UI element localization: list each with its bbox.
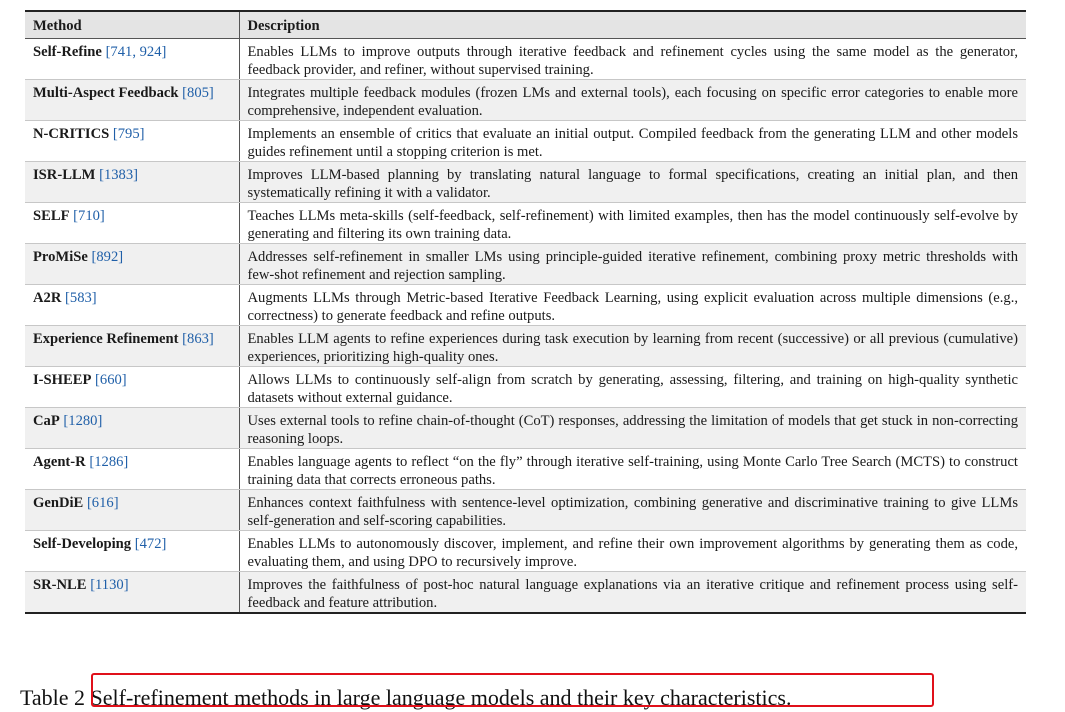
description-cell: Enables LLMs to improve outputs through iterative feedback and refinement cycles using the same model as the generator, feedback provider, and refiner, without supervised training. — [239, 39, 1026, 80]
description-cell: Addresses self-refinement in smaller LMs using principle-guided iterative refinement, combining proxy metric thresholds with few-shot refinement and rejection sampling. — [239, 244, 1026, 285]
method-name: Self-Refine — [33, 44, 102, 60]
method-name: N-CRITICS — [33, 126, 110, 142]
citation-link[interactable]: [805] — [182, 85, 214, 101]
header-description: Description — [239, 11, 1026, 39]
method-name: Experience Refinement — [33, 331, 179, 347]
table-row — [25, 408, 1026, 449]
citation-link[interactable]: [1280] — [63, 413, 103, 429]
description-cell: Enables language agents to reflect “on the fly” through iterative self-training, using Monte Carlo Tree Search (MCTS) to construct training data that corrects erroneous paths. — [239, 449, 1026, 490]
table-row — [25, 80, 1026, 121]
citation-link[interactable]: [1286] — [89, 454, 129, 470]
table-row — [25, 326, 1026, 367]
table-row — [25, 367, 1026, 408]
method-cell — [25, 367, 239, 408]
description-cell: Allows LLMs to continuously self-align from scratch by generating, assessing, filtering, and training on high-quality synthetic datasets without external guidance. — [239, 367, 1026, 408]
method-cell — [25, 531, 239, 572]
table-row — [25, 449, 1026, 490]
method-cell — [25, 162, 239, 203]
table-row — [25, 162, 1026, 203]
caption-text: Self-refinement methods in large language models and their key characteristics. — [90, 685, 792, 710]
citation-link[interactable]: [616] — [86, 495, 119, 511]
method-name: GenDiE — [33, 495, 84, 511]
method-cell — [25, 244, 239, 285]
citation-link[interactable]: [863] — [182, 331, 214, 347]
method-name: SR-NLE — [33, 577, 87, 593]
methods-table — [25, 10, 1026, 614]
citation-link[interactable]: [892] — [91, 249, 124, 265]
citation-link[interactable]: [741, 924] — [105, 44, 167, 60]
table-row — [25, 203, 1026, 244]
method-cell — [25, 490, 239, 531]
table-row — [25, 244, 1026, 285]
method-cell — [25, 572, 239, 614]
method-name: Self-Developing — [33, 536, 132, 552]
method-name: I-SHEEP — [33, 372, 92, 388]
method-cell — [25, 121, 239, 162]
method-name: ProMiSe — [33, 249, 88, 265]
caption-label: Table 2 — [20, 685, 86, 710]
description-cell: Uses external tools to refine chain-of-thought (CoT) responses, addressing the limitation of models that get stuck in non-correcting reasoning loops. — [239, 408, 1026, 449]
citation-link[interactable]: [660] — [95, 372, 127, 388]
description-cell: Augments LLMs through Metric-based Iterative Feedback Learning, using explicit evaluation across multiple dimensions (e.g., correctness) to generate feedback and refine outputs. — [239, 285, 1026, 326]
table-row — [25, 39, 1026, 80]
description-cell: Enhances context faithfulness with sentence-level optimization, combining generative and discriminative training to give LLMs self-generation and self-scoring capabilities. — [239, 490, 1026, 531]
table-row — [25, 121, 1026, 162]
method-name: A2R — [33, 290, 62, 306]
citation-link[interactable]: [710] — [73, 208, 105, 224]
method-cell — [25, 408, 239, 449]
method-cell — [25, 326, 239, 367]
citation-link[interactable]: [583] — [65, 290, 97, 306]
table-row — [25, 285, 1026, 326]
method-cell — [25, 203, 239, 244]
method-name: Multi-Aspect Feedback — [33, 85, 179, 101]
methods-table-container — [25, 10, 1026, 614]
caption-highlight-box — [91, 673, 934, 707]
citation-link[interactable]: [472] — [134, 536, 167, 552]
citation-link[interactable]: [1383] — [99, 167, 139, 183]
header-method: Method — [25, 11, 239, 39]
method-name: CaP — [33, 413, 60, 429]
table-row — [25, 531, 1026, 572]
description-cell: Improves LLM-based planning by translating natural language to formal specifications, creating an initial plan, and then systematically refining it with a validator. — [239, 162, 1026, 203]
method-cell — [25, 285, 239, 326]
description-cell: Enables LLMs to autonomously discover, implement, and refine their own improvement algorithms by generating them as code, evaluating them, and using DPO to recursively improve. — [239, 531, 1026, 572]
description-cell: Integrates multiple feedback modules (frozen LMs and external tools), each focusing on specific error categories to enable more comprehensive, independent evaluation. — [239, 80, 1026, 121]
method-name: Agent-R — [33, 454, 86, 470]
description-cell: Enables LLM agents to refine experiences during task execution by learning from recent (successive) or all previous (cumulative) experiences, prioritizing high-quality ones. — [239, 326, 1026, 367]
description-cell: Implements an ensemble of critics that evaluate an initial output. Compiled feedback from the generating LLM and other models guides refinement until a stopping criterion is met. — [239, 121, 1026, 162]
method-cell — [25, 449, 239, 490]
citation-link[interactable]: [795] — [112, 126, 145, 142]
description-cell: Improves the faithfulness of post-hoc natural language explanations via an iterative critique and refinement process using self-feedback and feature attribution. — [239, 572, 1026, 614]
method-name: SELF — [33, 208, 70, 224]
table-body — [25, 39, 1026, 614]
method-cell — [25, 39, 239, 80]
citation-link[interactable]: [1130] — [90, 577, 129, 593]
method-cell — [25, 80, 239, 121]
table-row — [25, 572, 1026, 614]
description-cell: Teaches LLMs meta-skills (self-feedback, self-refinement) with limited examples, then has the model continuously self-evolve by generating and filtering its own training data. — [239, 203, 1026, 244]
table-row — [25, 490, 1026, 531]
table-header-row — [25, 11, 1026, 39]
method-name: ISR-LLM — [33, 167, 96, 183]
